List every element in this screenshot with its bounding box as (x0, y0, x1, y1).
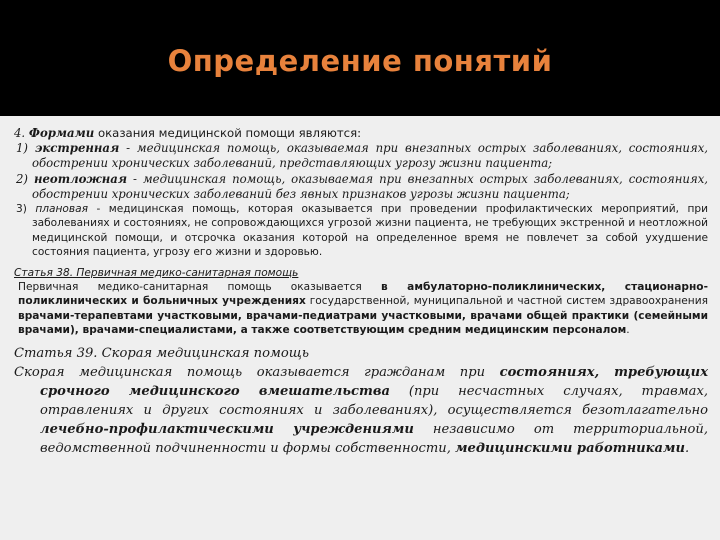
article-39-text-2: (при несчастных случаях, травмах, отравлениях и других состояниях и заболеваниях), осуществляется безотлагательно (40, 383, 708, 418)
intro-number: 4. (14, 126, 26, 140)
article-38-body (14, 280, 708, 338)
article-39-text-3: независимо от территориальной, ведомственной подчиненности и формы собственности, (40, 421, 708, 456)
item-number: 2) (16, 171, 28, 186)
article-39-bold-1: состояниях, требующих срочного медицинского вмешательства (40, 364, 708, 399)
list-item-planned (14, 202, 708, 260)
article-38 (14, 266, 708, 338)
article-39-bold-3: медицинскими работниками (455, 440, 685, 456)
article-38-bold-2: врачами-терапевтами участковыми, врачами-педиатрами участковыми, врачами общей практики (семейными врачами), врачами-специалистами, а также соответствующим средним медицинским персоналом (18, 309, 708, 337)
article-38-text-3: . (626, 324, 630, 337)
item-number: 3) (16, 203, 27, 216)
item-number: 1) (16, 141, 28, 156)
article-38-bold-1: в амбулаторно-поликлинических, стационарно-поликлинических и больничных учреждениях (18, 281, 708, 308)
article-39-bold-2: лечебно-профилактическими учреждениями (40, 421, 414, 437)
item-term: экстренная (34, 141, 120, 156)
intro-text: оказания медицинской помощи являются: (94, 126, 362, 140)
item-term: неотложная (33, 171, 128, 186)
article-39 (14, 344, 708, 458)
item-text: - медицинская помощь, которая оказывается при проведении профилактических мероприятий, при заболеваниях и состояниях, не сопровождающихся угрозой жизни пациента, не требующих экстренной и неотложной медицинской помощи, и отсрочка оказания которой на определенное время не повлечет за собой ухудшение состояния пациента, угрозу его жизни и здоровью. (32, 203, 708, 259)
forms-intro (14, 126, 708, 141)
article-39-text-1: оказывается гражданам при (242, 364, 500, 380)
article-38-text-1: Первичная медико-санитарная помощь оказывается (18, 281, 381, 294)
article-39-lead: Скорая медицинская помощь (14, 364, 243, 380)
slide-title: Определение понятий (167, 44, 553, 78)
content-area (0, 116, 720, 540)
item-text: - медицинская помощь, оказываемая при внезапных острых заболеваниях, состояниях, обострении хронических заболеваний, представляющих угрозу жизни пациента; (32, 141, 709, 171)
article-39-text-4: . (685, 440, 690, 456)
item-term: плановая (35, 203, 89, 216)
list-item-urgent (14, 172, 708, 202)
item-text: - медицинская помощь, оказываемая при внезапных острых заболеваниях, состояниях, обострении хронических заболеваний без явных признаков угрозы жизни пациента; (32, 171, 708, 201)
article-39-body (14, 363, 708, 458)
title-bar (0, 0, 720, 116)
article-38-heading: Статья 38. Первичная медико-санитарная помощь (14, 266, 299, 279)
article-38-text-2: государственной, муниципальной и частной систем здравоохранения (305, 295, 708, 308)
article-39-heading: Статья 39. Скорая медицинская помощь (14, 345, 309, 361)
intro-emphasis: Формами (28, 126, 95, 140)
list-item-emergency (14, 141, 708, 171)
